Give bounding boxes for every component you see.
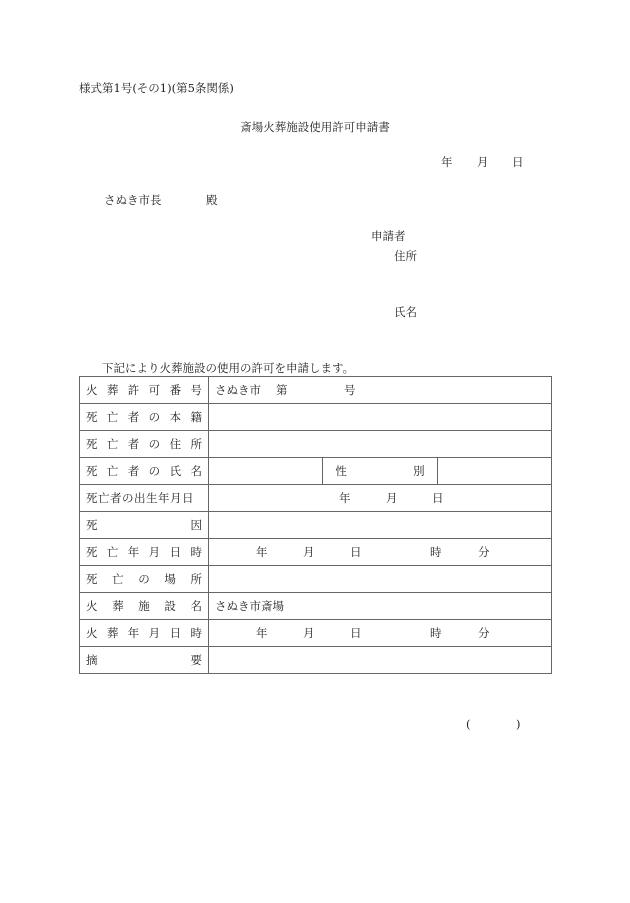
label-char: 葬: [112, 599, 124, 613]
permit-number-field[interactable]: [209, 377, 552, 404]
form-number: 様式第1号(その1)(第5条関係): [79, 81, 234, 95]
footer-paren-open: (: [466, 717, 471, 731]
cremation-year-label: 年: [256, 626, 268, 640]
table-row: [80, 485, 552, 512]
label-char: 月: [148, 545, 161, 559]
label-char: 亡: [106, 410, 119, 424]
label-char: 所: [190, 437, 202, 451]
label-char: 号: [190, 383, 202, 397]
label-char: 死: [86, 572, 98, 586]
label-gender: [323, 458, 437, 485]
label-char: 許: [127, 383, 140, 397]
birth-date-field[interactable]: [209, 485, 552, 512]
label-char: 名: [190, 464, 202, 478]
domicile-field[interactable]: [209, 404, 552, 431]
addressee-honorific: 殿: [206, 193, 218, 207]
label-char: 本: [169, 410, 182, 424]
death-place-field[interactable]: [209, 566, 552, 593]
label-char: の: [148, 464, 161, 478]
label-char: 死: [86, 518, 98, 532]
table-row: [80, 566, 552, 593]
label-char: 摘: [86, 653, 98, 667]
label-char: 設: [164, 599, 176, 613]
label-permit-number: [80, 377, 209, 404]
label-char: 籍: [190, 410, 202, 424]
label-death-place: [80, 566, 209, 593]
label-char: 死: [86, 410, 98, 424]
permit-dai: 第: [276, 383, 288, 397]
label-char: 火: [86, 383, 98, 397]
label-char: 死: [86, 464, 98, 478]
cremation-minute-label: 分: [478, 626, 490, 640]
cremation-datetime-field[interactable]: [209, 620, 552, 647]
death-day-label: 日: [350, 545, 362, 559]
label-birth-date: 死亡者の出生年月日: [80, 485, 209, 512]
label-char: 者: [127, 464, 140, 478]
footer-paren-close: ): [516, 717, 521, 731]
label-deceased-name: [80, 458, 209, 485]
table-row: [80, 431, 552, 458]
birth-month-label: 月: [386, 491, 398, 505]
remarks-field[interactable]: [209, 647, 552, 674]
label-char: 要: [190, 653, 202, 667]
label-death-datetime: [80, 539, 209, 566]
date-year-label: 年: [441, 155, 453, 169]
applicant-label: 申請者: [371, 229, 406, 243]
birth-year-label: 年: [339, 491, 351, 505]
label-domicile: [80, 404, 209, 431]
label-char: 場: [164, 572, 176, 586]
label-char: 葬: [106, 626, 119, 640]
label-char: 所: [190, 572, 202, 586]
application-table: [79, 376, 552, 674]
label-char: 名: [190, 599, 202, 613]
label-char: 性: [335, 464, 347, 478]
death-hour-label: 時: [430, 545, 442, 559]
label-char: 者: [127, 437, 140, 451]
label-char: 氏: [169, 464, 182, 478]
table-row: [80, 539, 552, 566]
label-cause-of-death: [80, 512, 209, 539]
applicant-address-label: 住所: [394, 249, 417, 263]
date-month-label: 月: [477, 155, 489, 169]
cause-of-death-field[interactable]: [209, 512, 552, 539]
label-char: 年: [127, 545, 140, 559]
label-char: 死: [86, 545, 98, 559]
applicant-name-label: 氏名: [394, 305, 417, 319]
deceased-name-field[interactable]: [209, 458, 323, 485]
label-char: 時: [190, 545, 202, 559]
table-row: [80, 404, 552, 431]
label-char: の: [148, 410, 161, 424]
label-char: の: [138, 572, 150, 586]
label-char: の: [148, 437, 161, 451]
table-row: [80, 647, 552, 674]
label-facility-name: [80, 593, 209, 620]
facility-name-field[interactable]: さぬき市斎場: [209, 593, 552, 620]
label-char: 葬: [106, 383, 119, 397]
table-row: [80, 620, 552, 647]
label-char: 年: [127, 626, 140, 640]
gender-field[interactable]: [437, 458, 551, 485]
label-char: 亡: [112, 572, 124, 586]
label-char: 番: [169, 383, 182, 397]
label-char: 亡: [106, 545, 119, 559]
label-char: 死: [86, 437, 98, 451]
label-char: 月: [148, 626, 161, 640]
label-char: 可: [148, 383, 161, 397]
intro-text: 下記により火葬施設の使用の許可を申請します。: [102, 361, 355, 375]
label-remarks: [80, 647, 209, 674]
date-day-label: 日: [512, 155, 524, 169]
cremation-month-label: 月: [303, 626, 315, 640]
label-char: 因: [190, 518, 202, 532]
label-char: 時: [190, 626, 202, 640]
label-char: 日: [169, 545, 182, 559]
table-row: [80, 512, 552, 539]
table-row: [80, 593, 552, 620]
label-cremation-datetime: [80, 620, 209, 647]
cremation-hour-label: 時: [430, 626, 442, 640]
death-month-label: 月: [303, 545, 315, 559]
label-char: 者: [127, 410, 140, 424]
deceased-address-field[interactable]: [209, 431, 552, 458]
label-char: 亡: [106, 437, 119, 451]
label-char: 施: [138, 599, 150, 613]
permit-go: 号: [344, 383, 356, 397]
label-char: 別: [413, 464, 425, 478]
death-datetime-field[interactable]: [209, 539, 552, 566]
document-title: 斎場火葬施設使用許可申請書: [240, 120, 390, 134]
table-row: [80, 458, 552, 485]
label-char: 火: [86, 626, 98, 640]
addressee-name: さぬき市長: [104, 193, 162, 207]
cremation-day-label: 日: [350, 626, 362, 640]
label-char: 住: [169, 437, 182, 451]
table-row: [80, 377, 552, 404]
permit-prefix: さぬき市: [215, 383, 261, 397]
label-char: 火: [86, 599, 98, 613]
label-deceased-address: [80, 431, 209, 458]
label-char: 日: [169, 626, 182, 640]
death-year-label: 年: [256, 545, 268, 559]
birth-day-label: 日: [432, 491, 444, 505]
death-minute-label: 分: [478, 545, 490, 559]
label-char: 亡: [106, 464, 119, 478]
